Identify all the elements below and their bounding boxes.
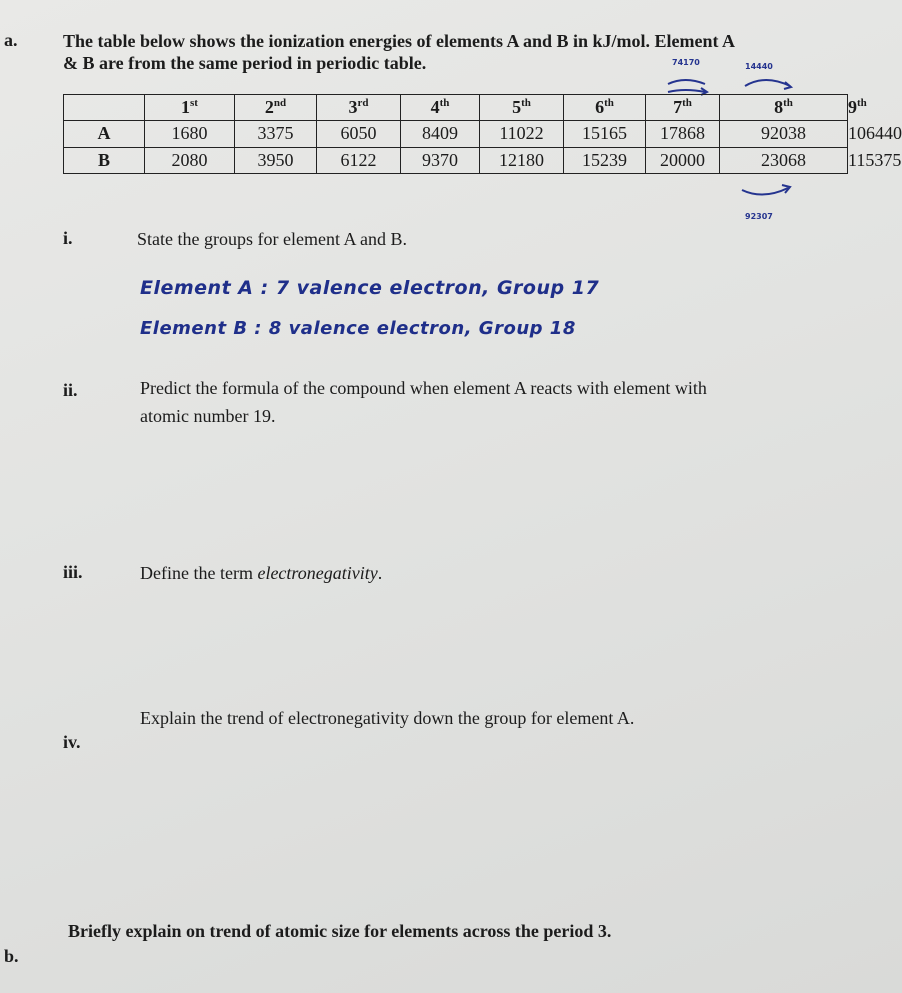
header-cell: 2nd [235,95,317,121]
q4-label: iv. [63,732,81,752]
table-header-row: 1st 2nd 3rd 4th 5th 6th 7th 8th 9th [64,95,848,121]
table-cell: 6050 [317,121,401,147]
annotation-arrows-icon [660,72,810,96]
table-cell: 20000 [646,147,720,173]
annotation-arrow-icon [738,180,798,202]
ionization-energy-table [63,94,902,174]
q3-text: Define the term electronegativity. [140,563,383,583]
table-row: A 1680 3375 6050 8409 11022 15165 17868 92038 106440 [64,121,848,147]
header-cell: 7th [646,95,720,121]
q3-label: iii. [63,562,83,582]
question-a-line2: & B are from the same period in periodic table. [63,53,427,73]
header-cell: 1st [145,95,235,121]
table-cell: 2080 [145,147,235,173]
table-cell: 9370 [401,147,480,173]
row-label: A [64,121,145,147]
table-cell: 15239 [564,147,646,173]
question-a-line1: The table below shows the ionization energies of elements A and B in kJ/mol. Element A [63,31,736,51]
q1-label: i. [63,228,73,248]
table-cell: 17868 [646,121,720,147]
question-b-label: b. [4,946,19,966]
question-b-text: Briefly explain on trend of atomic size for elements across the period 3. [68,921,612,941]
table-cell: 15165 [564,121,646,147]
table-cell: 6122 [317,147,401,173]
table-row: B 2080 3950 6122 9370 12180 15239 20000 23068 115375 [64,147,848,173]
table-cell: 8409 [401,121,480,147]
annotation-diff-c: 92307 [745,212,773,221]
q4-text: Explain the trend of electronegativity down the group for element A. [140,708,635,728]
annotation-diff-a: 74170 [672,58,700,67]
row-label: B [64,147,145,173]
table-cell: 3375 [235,121,317,147]
q2-line1: Predict the formula of the compound when element A reacts with element with [140,378,707,398]
header-cell: 3rd [317,95,401,121]
header-cell: 4th [401,95,480,121]
q1-answer-line1: Element A : 7 valence electron, Group 17 [140,277,600,299]
question-a-label: a. [4,30,18,50]
table-cell: 12180 [480,147,564,173]
table-cell: 92038 [720,121,848,147]
table-corner-cell [64,95,145,121]
q1-answer-line2: Element B : 8 valence electron, Group 18 [140,318,576,339]
header-cell: 8th [720,95,848,121]
q2-line2: atomic number 19. [140,406,276,426]
q1-text: State the groups for element A and B. [137,229,407,249]
annotation-diff-b: 14440 [745,62,773,71]
table-cell: 1680 [145,121,235,147]
header-cell: 6th [564,95,646,121]
header-cell: 5th [480,95,564,121]
q2-label: ii. [63,380,78,400]
table-cell: 11022 [480,121,564,147]
table-cell: 3950 [235,147,317,173]
table-cell: 23068 [720,147,848,173]
